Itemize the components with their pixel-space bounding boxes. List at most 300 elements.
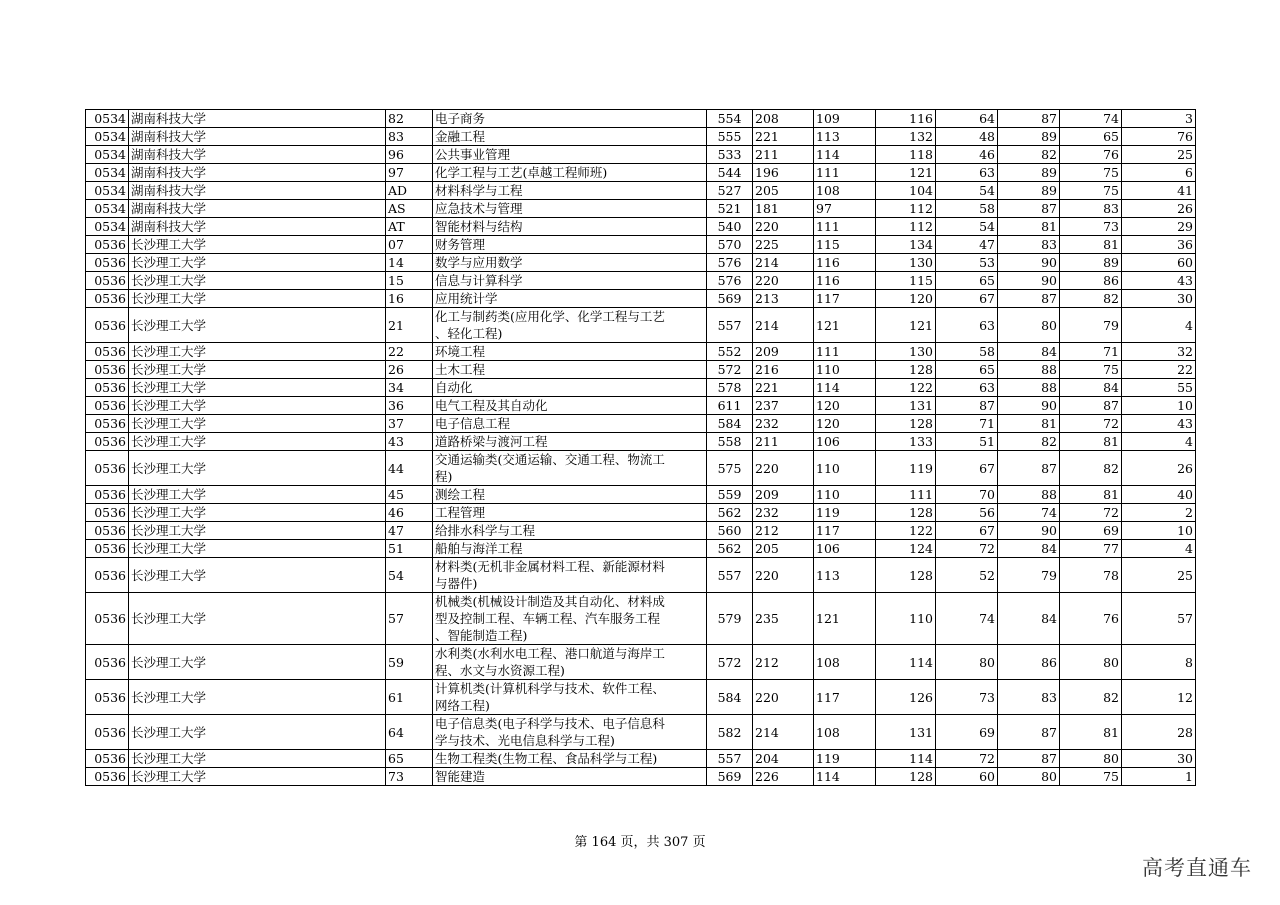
major-name-line: 、智能制造工程) (435, 628, 528, 643)
school-name-cell: 湖南科技大学 (129, 146, 386, 164)
score-f-cell: 76 (1060, 146, 1122, 164)
major-code-cell: 21 (386, 308, 433, 343)
major-name-cell (433, 451, 707, 486)
major-code-cell: 34 (386, 379, 433, 397)
count-cell: 57 (1122, 593, 1196, 645)
school-name-cell: 长沙理工大学 (129, 361, 386, 379)
score-a-cell: 214 (753, 254, 814, 272)
score-a-cell: 211 (753, 433, 814, 451)
score-a-cell: 220 (753, 680, 814, 715)
major-name-cell (433, 680, 707, 715)
score-d-cell: 52 (936, 558, 998, 593)
school-code-cell: 0534 (86, 218, 129, 236)
major-code-cell: 26 (386, 361, 433, 379)
count-cell: 43 (1122, 415, 1196, 433)
score-f-cell: 71 (1060, 343, 1122, 361)
major-name-cell (433, 558, 707, 593)
school-code-cell: 0536 (86, 558, 129, 593)
score-c-cell: 110 (876, 593, 936, 645)
count-cell: 1 (1122, 768, 1196, 786)
score-c-cell: 128 (876, 768, 936, 786)
score-f-cell: 78 (1060, 558, 1122, 593)
score-d-cell: 71 (936, 415, 998, 433)
major-name-cell: 环境工程 (433, 343, 707, 361)
score-c-cell: 118 (876, 146, 936, 164)
major-name-cell: 公共事业管理 (433, 146, 707, 164)
school-code-cell: 0536 (86, 254, 129, 272)
score-d-cell: 63 (936, 379, 998, 397)
score-c-cell: 104 (876, 182, 936, 200)
score-e-cell: 80 (998, 308, 1060, 343)
school-name-cell: 长沙理工大学 (129, 308, 386, 343)
major-name-cell: 智能建造 (433, 768, 707, 786)
score-c-cell: 132 (876, 128, 936, 146)
school-code-cell: 0534 (86, 164, 129, 182)
major-code-cell: 83 (386, 128, 433, 146)
school-name-cell: 长沙理工大学 (129, 397, 386, 415)
score-d-cell: 72 (936, 750, 998, 768)
major-name-line: 网络工程) (435, 698, 490, 713)
school-name-cell: 湖南科技大学 (129, 182, 386, 200)
major-name-cell: 数学与应用数学 (433, 254, 707, 272)
score-e-cell: 84 (998, 540, 1060, 558)
table-row (86, 182, 1196, 200)
count-cell: 32 (1122, 343, 1196, 361)
score-c-cell: 130 (876, 254, 936, 272)
score-d-cell: 48 (936, 128, 998, 146)
major-name-cell: 应急技术与管理 (433, 200, 707, 218)
major-name-cell (433, 593, 707, 645)
total-score-cell: 576 (707, 254, 753, 272)
total-score-cell: 544 (707, 164, 753, 182)
score-d-cell: 60 (936, 768, 998, 786)
school-code-cell: 0534 (86, 200, 129, 218)
score-f-cell: 75 (1060, 361, 1122, 379)
total-score-cell: 570 (707, 236, 753, 254)
score-f-cell: 81 (1060, 433, 1122, 451)
score-c-cell: 128 (876, 361, 936, 379)
score-c-cell: 112 (876, 218, 936, 236)
table-row (86, 290, 1196, 308)
score-a-cell: 209 (753, 486, 814, 504)
count-cell: 10 (1122, 522, 1196, 540)
score-f-cell: 82 (1060, 290, 1122, 308)
count-cell: 4 (1122, 433, 1196, 451)
count-cell: 40 (1122, 486, 1196, 504)
major-name-cell: 给排水科学与工程 (433, 522, 707, 540)
score-e-cell: 90 (998, 522, 1060, 540)
total-score-cell: 611 (707, 397, 753, 415)
score-f-cell: 81 (1060, 236, 1122, 254)
count-cell: 29 (1122, 218, 1196, 236)
school-code-cell: 0536 (86, 486, 129, 504)
score-a-cell: 212 (753, 522, 814, 540)
school-name-cell: 长沙理工大学 (129, 750, 386, 768)
major-code-cell: 65 (386, 750, 433, 768)
score-b-cell: 121 (814, 308, 876, 343)
score-b-cell: 115 (814, 236, 876, 254)
score-e-cell: 74 (998, 504, 1060, 522)
score-c-cell: 120 (876, 290, 936, 308)
table-row (86, 768, 1196, 786)
score-b-cell: 117 (814, 680, 876, 715)
major-name-line: 机械类(机械设计制造及其自动化、材料成 (435, 594, 665, 609)
score-b-cell: 114 (814, 146, 876, 164)
score-a-cell: 221 (753, 128, 814, 146)
score-a-cell: 220 (753, 451, 814, 486)
school-name-cell: 长沙理工大学 (129, 504, 386, 522)
score-b-cell: 110 (814, 486, 876, 504)
score-a-cell: 220 (753, 218, 814, 236)
table-row (86, 540, 1196, 558)
major-name-line: 交通运输类(交通运输、交通工程、物流工 (435, 452, 665, 467)
score-b-cell: 108 (814, 645, 876, 680)
major-code-cell: 43 (386, 433, 433, 451)
table-row (86, 522, 1196, 540)
table-row (86, 558, 1196, 593)
score-a-cell: 235 (753, 593, 814, 645)
table-row (86, 486, 1196, 504)
major-name-cell (433, 308, 707, 343)
score-b-cell: 111 (814, 343, 876, 361)
major-name-line: 与器件) (435, 576, 478, 591)
score-a-cell: 196 (753, 164, 814, 182)
school-name-cell: 长沙理工大学 (129, 433, 386, 451)
major-name-cell: 信息与计算科学 (433, 272, 707, 290)
major-name-cell (433, 715, 707, 750)
major-code-cell: 96 (386, 146, 433, 164)
score-c-cell: 119 (876, 451, 936, 486)
school-code-cell: 0536 (86, 522, 129, 540)
school-code-cell: 0534 (86, 146, 129, 164)
total-score-cell: 575 (707, 451, 753, 486)
score-b-cell: 120 (814, 415, 876, 433)
score-a-cell: 181 (753, 200, 814, 218)
score-d-cell: 47 (936, 236, 998, 254)
total-score-cell: 569 (707, 768, 753, 786)
score-f-cell: 80 (1060, 645, 1122, 680)
school-name-cell: 长沙理工大学 (129, 645, 386, 680)
major-code-cell: 57 (386, 593, 433, 645)
total-score-cell: 533 (707, 146, 753, 164)
count-cell: 30 (1122, 290, 1196, 308)
score-e-cell: 79 (998, 558, 1060, 593)
count-cell: 10 (1122, 397, 1196, 415)
school-name-cell: 长沙理工大学 (129, 236, 386, 254)
total-score-cell: 527 (707, 182, 753, 200)
score-f-cell: 75 (1060, 182, 1122, 200)
major-name-line: 电子信息类(电子科学与技术、电子信息科 (435, 716, 665, 731)
score-e-cell: 87 (998, 451, 1060, 486)
score-b-cell: 121 (814, 593, 876, 645)
count-cell: 41 (1122, 182, 1196, 200)
school-code-cell: 0534 (86, 110, 129, 128)
major-code-cell: 36 (386, 397, 433, 415)
score-a-cell: 212 (753, 645, 814, 680)
count-cell: 55 (1122, 379, 1196, 397)
major-name-cell: 工程管理 (433, 504, 707, 522)
score-e-cell: 88 (998, 361, 1060, 379)
school-code-cell: 0536 (86, 361, 129, 379)
score-d-cell: 72 (936, 540, 998, 558)
school-name-cell: 长沙理工大学 (129, 768, 386, 786)
score-e-cell: 87 (998, 200, 1060, 218)
school-name-cell: 长沙理工大学 (129, 486, 386, 504)
major-code-cell: 59 (386, 645, 433, 680)
school-code-cell: 0536 (86, 433, 129, 451)
score-b-cell: 106 (814, 433, 876, 451)
major-name-cell: 自动化 (433, 379, 707, 397)
score-c-cell: 133 (876, 433, 936, 451)
score-e-cell: 88 (998, 379, 1060, 397)
school-code-cell: 0536 (86, 750, 129, 768)
major-name-cell: 土木工程 (433, 361, 707, 379)
total-score-cell: 557 (707, 308, 753, 343)
score-b-cell: 119 (814, 750, 876, 768)
score-e-cell: 87 (998, 110, 1060, 128)
table-row (86, 146, 1196, 164)
major-code-cell: 51 (386, 540, 433, 558)
table-row (86, 379, 1196, 397)
table-row (86, 645, 1196, 680)
table-row (86, 451, 1196, 486)
table-row (86, 343, 1196, 361)
score-b-cell: 114 (814, 768, 876, 786)
score-c-cell: 124 (876, 540, 936, 558)
table-row (86, 433, 1196, 451)
score-e-cell: 90 (998, 254, 1060, 272)
score-d-cell: 53 (936, 254, 998, 272)
score-a-cell: 216 (753, 361, 814, 379)
total-score-cell: 569 (707, 290, 753, 308)
school-name-cell: 长沙理工大学 (129, 343, 386, 361)
count-cell: 2 (1122, 504, 1196, 522)
score-b-cell: 116 (814, 272, 876, 290)
school-name-cell: 长沙理工大学 (129, 272, 386, 290)
total-score-cell: 560 (707, 522, 753, 540)
score-b-cell: 111 (814, 164, 876, 182)
school-code-cell: 0536 (86, 290, 129, 308)
major-code-cell: AD (386, 182, 433, 200)
school-code-cell: 0536 (86, 504, 129, 522)
score-e-cell: 87 (998, 290, 1060, 308)
score-d-cell: 56 (936, 504, 998, 522)
major-name-line: 、轻化工程) (435, 326, 503, 341)
school-code-cell: 0536 (86, 715, 129, 750)
school-code-cell: 0534 (86, 182, 129, 200)
score-b-cell: 106 (814, 540, 876, 558)
score-b-cell: 109 (814, 110, 876, 128)
count-cell: 6 (1122, 164, 1196, 182)
score-c-cell: 131 (876, 397, 936, 415)
score-e-cell: 83 (998, 680, 1060, 715)
major-name-cell: 应用统计学 (433, 290, 707, 308)
major-name-cell: 生物工程类(生物工程、食品科学与工程) (433, 750, 707, 768)
score-e-cell: 86 (998, 645, 1060, 680)
score-e-cell: 84 (998, 343, 1060, 361)
score-f-cell: 76 (1060, 593, 1122, 645)
score-c-cell: 114 (876, 750, 936, 768)
score-a-cell: 214 (753, 308, 814, 343)
score-a-cell: 208 (753, 110, 814, 128)
major-code-cell: 45 (386, 486, 433, 504)
major-name-cell: 财务管理 (433, 236, 707, 254)
count-cell: 36 (1122, 236, 1196, 254)
score-f-cell: 77 (1060, 540, 1122, 558)
table-row (86, 308, 1196, 343)
score-e-cell: 88 (998, 486, 1060, 504)
school-code-cell: 0536 (86, 397, 129, 415)
major-code-cell: 82 (386, 110, 433, 128)
table-row (86, 272, 1196, 290)
score-d-cell: 63 (936, 164, 998, 182)
score-f-cell: 79 (1060, 308, 1122, 343)
major-name-line: 程、水文与水资源工程) (435, 663, 565, 678)
major-name-cell: 电子信息工程 (433, 415, 707, 433)
score-c-cell: 114 (876, 645, 936, 680)
major-code-cell: 37 (386, 415, 433, 433)
total-score-cell: 572 (707, 361, 753, 379)
table-row (86, 715, 1196, 750)
score-e-cell: 83 (998, 236, 1060, 254)
score-c-cell: 121 (876, 164, 936, 182)
score-d-cell: 46 (936, 146, 998, 164)
table-row (86, 397, 1196, 415)
table-row (86, 200, 1196, 218)
score-f-cell: 80 (1060, 750, 1122, 768)
table-row (86, 236, 1196, 254)
total-score-cell: 584 (707, 680, 753, 715)
score-b-cell: 117 (814, 290, 876, 308)
score-f-cell: 74 (1060, 110, 1122, 128)
score-a-cell: 209 (753, 343, 814, 361)
major-code-cell: 44 (386, 451, 433, 486)
watermark-logo-text: 高考直通车 (1142, 856, 1252, 880)
school-name-cell: 长沙理工大学 (129, 593, 386, 645)
score-a-cell: 211 (753, 146, 814, 164)
page-number-footer: 第 164 页，共 307 页 (574, 835, 706, 850)
score-e-cell: 87 (998, 715, 1060, 750)
score-a-cell: 205 (753, 182, 814, 200)
school-code-cell: 0534 (86, 128, 129, 146)
score-a-cell: 232 (753, 415, 814, 433)
score-d-cell: 73 (936, 680, 998, 715)
score-b-cell: 108 (814, 182, 876, 200)
school-name-cell: 湖南科技大学 (129, 200, 386, 218)
school-code-cell: 0536 (86, 343, 129, 361)
school-code-cell: 0536 (86, 272, 129, 290)
major-code-cell: 47 (386, 522, 433, 540)
score-c-cell: 115 (876, 272, 936, 290)
school-code-cell: 0536 (86, 308, 129, 343)
major-name-line: 材料类(无机非金属材料工程、新能源材料 (435, 559, 665, 574)
score-a-cell: 220 (753, 272, 814, 290)
score-f-cell: 73 (1060, 218, 1122, 236)
score-d-cell: 58 (936, 200, 998, 218)
major-name-line: 学与技术、光电信息科学与工程) (435, 733, 615, 748)
major-code-cell: 54 (386, 558, 433, 593)
count-cell: 4 (1122, 308, 1196, 343)
count-cell: 25 (1122, 558, 1196, 593)
school-name-cell: 长沙理工大学 (129, 290, 386, 308)
count-cell: 76 (1122, 128, 1196, 146)
total-score-cell: 558 (707, 433, 753, 451)
score-e-cell: 87 (998, 750, 1060, 768)
major-name-cell: 电气工程及其自动化 (433, 397, 707, 415)
table-row (86, 415, 1196, 433)
score-b-cell: 116 (814, 254, 876, 272)
table-row (86, 750, 1196, 768)
school-code-cell: 0536 (86, 593, 129, 645)
score-b-cell: 113 (814, 128, 876, 146)
score-d-cell: 51 (936, 433, 998, 451)
school-name-cell: 长沙理工大学 (129, 522, 386, 540)
school-code-cell: 0536 (86, 236, 129, 254)
score-f-cell: 75 (1060, 164, 1122, 182)
major-name-cell: 道路桥梁与渡河工程 (433, 433, 707, 451)
total-score-cell: 562 (707, 504, 753, 522)
score-e-cell: 81 (998, 218, 1060, 236)
score-e-cell: 89 (998, 128, 1060, 146)
table-row (86, 254, 1196, 272)
total-score-cell: 559 (707, 486, 753, 504)
table-row (86, 110, 1196, 128)
total-score-cell: 576 (707, 272, 753, 290)
major-code-cell: 97 (386, 164, 433, 182)
score-c-cell: 112 (876, 200, 936, 218)
score-f-cell: 87 (1060, 397, 1122, 415)
major-code-cell: AS (386, 200, 433, 218)
score-d-cell: 65 (936, 361, 998, 379)
school-code-cell: 0536 (86, 415, 129, 433)
score-d-cell: 87 (936, 397, 998, 415)
score-f-cell: 81 (1060, 486, 1122, 504)
score-e-cell: 80 (998, 768, 1060, 786)
major-code-cell: 64 (386, 715, 433, 750)
major-code-cell: 61 (386, 680, 433, 715)
count-cell: 26 (1122, 451, 1196, 486)
score-c-cell: 121 (876, 308, 936, 343)
school-code-cell: 0536 (86, 451, 129, 486)
score-d-cell: 64 (936, 110, 998, 128)
table-row (86, 128, 1196, 146)
total-score-cell: 521 (707, 200, 753, 218)
count-cell: 22 (1122, 361, 1196, 379)
school-name-cell: 湖南科技大学 (129, 128, 386, 146)
total-score-cell: 579 (707, 593, 753, 645)
score-f-cell: 89 (1060, 254, 1122, 272)
major-name-cell: 电子商务 (433, 110, 707, 128)
school-name-cell: 湖南科技大学 (129, 164, 386, 182)
total-score-cell: 552 (707, 343, 753, 361)
major-name-cell: 船舶与海洋工程 (433, 540, 707, 558)
total-score-cell: 555 (707, 128, 753, 146)
score-c-cell: 128 (876, 504, 936, 522)
major-code-cell: 14 (386, 254, 433, 272)
score-d-cell: 80 (936, 645, 998, 680)
school-name-cell: 长沙理工大学 (129, 415, 386, 433)
score-c-cell: 116 (876, 110, 936, 128)
total-score-cell: 582 (707, 715, 753, 750)
major-code-cell: 15 (386, 272, 433, 290)
score-d-cell: 67 (936, 290, 998, 308)
table-row (86, 164, 1196, 182)
score-c-cell: 128 (876, 415, 936, 433)
major-code-cell: 16 (386, 290, 433, 308)
score-c-cell: 122 (876, 379, 936, 397)
score-a-cell: 204 (753, 750, 814, 768)
score-c-cell: 134 (876, 236, 936, 254)
